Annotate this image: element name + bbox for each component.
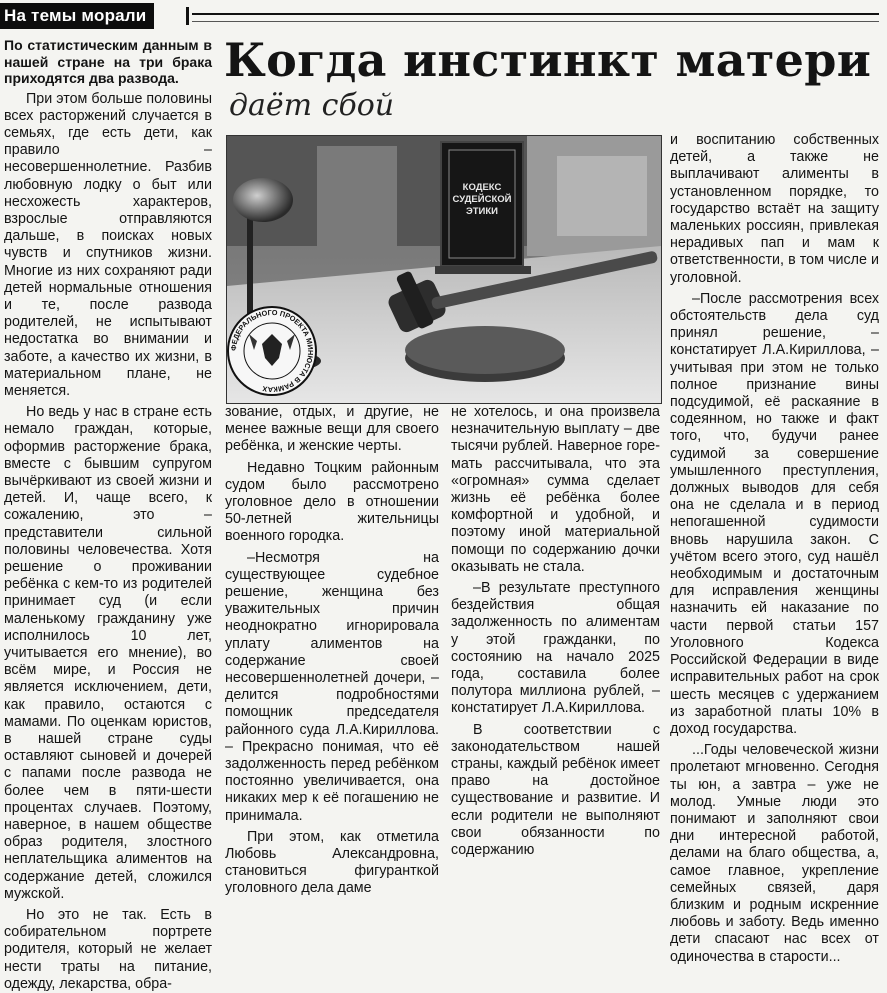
article-column-2 — [225, 404, 439, 898]
article-photo — [226, 135, 662, 404]
paragraph: При этом, как отметила Любовь Александровна, становиться фигуранткой уголовного дела даме — [225, 828, 439, 897]
rubric-divider — [186, 7, 189, 25]
paragraph: В соответствии с законодательством нашей страны, каждый ребёнок имеет право на достойное существование и развитие. И если родители не выполняют свои обязанности по содержанию — [451, 721, 660, 859]
paragraph: и воспитанию собственных детей, а также не выплачивают алименты в установленном порядке, то государство встаёт на защиту маленьких россиян, привлекая нерадивых пап и мам к ответственности, в том числе и уголовной. — [670, 132, 879, 286]
microphone-icon — [233, 178, 293, 222]
rubric-label: На темы морали — [0, 3, 154, 29]
rubric-rule — [192, 13, 879, 22]
article-lead: По статистическим данным в нашей стране на три брака приходятся два развода. — [4, 37, 212, 86]
paragraph: ...Годы человеческой жизни пролетают мгновенно. Сегодня ты юн, а завтра – уже не молод. Умные люди это понимают и заполняют свои дни интересной работой, делами на благо общества, а, самое главное, укрепление семейных связей, даря близким и родным искренние любовь и заботу. Ведь именно дети спасают нас всех от одиночества в старости... — [670, 742, 879, 965]
paragraph: Недавно Тоцким районным судом было рассмотрено уголовное дело в отношении 50-летней жительницы военного городка. — [225, 459, 439, 545]
book-icon — [435, 142, 531, 274]
paragraph: При этом больше половины всех расторжений случается в семьях, где есть дети, как правило – несовершеннолетние. Разбив любовную лодку о быт или несхожесть характеров, взрослые отправляются дальше, в поисках новых чувств и спутников жизни. Многие из них сохраняют ради детей нормальные отношения и те, после развода родителей, не испытывают недостатка во внимании и заботе, а качество их жизни, в материальном плане, не меняется. — [4, 90, 212, 399]
article-column-3 — [451, 404, 660, 859]
emblem-ring-text: ФЕДЕРАЛЬНОГО ПРОЕКТА МИНЮСТА В РАМКАХ — [228, 307, 316, 395]
article-headline: Когда инстинкт матери — [224, 33, 872, 87]
book-title-line-3: ЭТИКИ — [465, 206, 499, 217]
courtroom-photo-illustration — [227, 136, 661, 403]
section-rubric — [0, 3, 887, 29]
paragraph: –В результате преступного бездействия общая задолженность по алиментам у этой гражданки, по состоянию на начало 2025 года, составила более полутора миллиона рублей, – констатирует Л.А.Кириллова. — [451, 580, 660, 717]
article-column-4 — [670, 132, 879, 966]
paragraph: зование, отдых, и другие, не менее важные вещи для своего ребёнка, и женские черты. — [225, 404, 439, 455]
ministry-emblem-icon — [228, 307, 316, 395]
paragraph: Но ведь у нас в стране есть немало граждан, которые, оформив расторжение брака, вместе с бывшим супругом вычёркивают из своей жизни и детей. И, чаще всего, к сожалению, это – представители сильной половины человечества. Хотя решение о проживании ребёнка с кем-то из родителей принимает суд (и если маленькому гражданину уже исполнилось 10 лет, учитывается его мнение), во всём мире, и Россия не является исключением, дети, как правило, остаются с мамами. По оценкам юристов, в нашей стране суды оставляют сыновей и дочерей с папами после развода не более чем в пяти-шести процентах случаев. Поэтому, наверное, в нашем обществе образ родителя, злостного неплательщика алиментов на содержание детей, сложился мужской. — [4, 404, 212, 902]
book-title-line-1: КОДЕКС — [462, 182, 502, 193]
paragraph: –После рассмотрения всех обстоятельств дела суд принял решение, – констатирует Л.А.Кириллова, – учитывая при этом не только полное признание вины подсудимой, её раскаяние в содеянном, но также и факт того, что, будучи ранее судимой за совершение умышленного преступления, должных выводов для себя она не сделала и в период непогашенной судимости вновь нарушила закон. С учётом всего этого, суд нашёл необходимым и достаточным для исправления женщины назначить ей наказание по части первой статьи 157 Уголовного Кодекса Российской Федерации в виде исправительных работ на срок шесть месяцев с удержанием из заработной платы 10% в доход государства. — [670, 290, 879, 737]
book-title-line-2: СУДЕЙСКОЙ — [452, 194, 512, 205]
paragraph: –Несмотря на существующее судебное решение, женщина без уважительных причин неоднократно игнорировала уплату алиментов на содержание своей несовершеннолетней дочери, – делится подробностями помощник председателя районного суда Л.А.Кириллова. – Прекрасно понимая, что её задолженность перед ребёнком постоянно увеличивается, она никаких мер к её погашению не принимала. — [225, 549, 439, 824]
paragraph: не хотелось, и она произвела незначительную выплату – две тысячи рублей. Наверное горе-мать рассчитывала, что эта «огромная» сумма сделает жизнь её ребёнка более комфортной и удобной, и поэтому иной материальной помощи по содержанию дочки оказывать не стала. — [451, 404, 660, 575]
paragraph: Но это не так. Есть в собирательном портрете родителя, который не желает нести траты на питание, одежду, лекарства, обра- — [4, 907, 212, 992]
article-subheadline: даёт сбой — [229, 88, 395, 123]
article-column-1 — [4, 37, 212, 993]
